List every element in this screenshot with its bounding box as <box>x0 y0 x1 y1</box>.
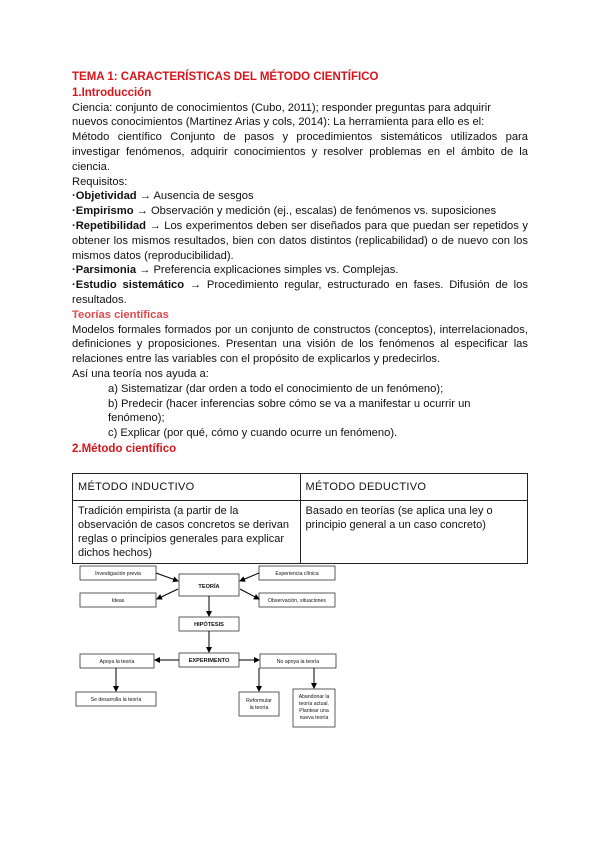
intro-paragraph-1: Ciencia: conjunto de conocimientos (Cubo, 2011); responder preguntas para adquirir nuevos conocimientos (Martinez Arias y cols, 2014): La herramienta para ello es el: <box>72 101 491 129</box>
label-no-apoya: No apoya la teoría <box>276 659 320 665</box>
methods-table <box>72 473 528 564</box>
label-abandonar: Abandonar la <box>298 694 330 700</box>
document-page <box>72 70 528 564</box>
requisito-item: ·Objetividad → Ausencia de sesgos <box>72 190 254 203</box>
label-desarrolla: Se desarrolla la teoría <box>90 697 142 703</box>
label-abandonar: teoría actual. <box>299 701 329 707</box>
requisito-item: ·Parsimonia → Preferencia explicaciones simples vs. Complejas. <box>72 264 399 277</box>
label-experiencia: Experiencia clínica <box>275 571 319 577</box>
table-cell-inductivo: Tradición empirista (a partir de la observación de casos concretos se derivan reglas o principios generales para explicar dichos hechos) <box>73 500 301 563</box>
label-teoria: TEORÍA <box>198 584 220 590</box>
ayuda-item: b) Predecir (hacer inferencias sobre cómo se va a manifestar u ocurrir un fenómeno); <box>108 397 471 425</box>
label-abandonar: Plantear una <box>299 708 329 714</box>
label-reformular: la teoría <box>249 705 269 711</box>
table-cell-deductivo: Basado en teorías (se aplica una ley o principio general a un caso concreto) <box>300 500 528 563</box>
requisito-item: ·Estudio sistemático → Procedimiento regular, estructurado en fases. Difusión de los resultados. <box>72 279 528 306</box>
requisitos-label: Requisitos: <box>72 175 128 188</box>
ayuda-item: a) Sistematizar (dar orden a todo el conocimiento de un fenómeno); <box>108 382 444 395</box>
subheading-teorias: Teorías científicas <box>72 308 169 321</box>
table-header-deductivo: MÉTODO DEDUCTIVO <box>300 473 528 500</box>
requisito-item: ·Empirismo → Observación y medición (ej., escalas) de fenómenos vs. suposiciones <box>72 205 497 218</box>
label-observacion: Observación, situaciones <box>268 598 326 604</box>
table-header-inductivo: MÉTODO INDUCTIVO <box>73 473 301 500</box>
box-reformular <box>239 692 279 716</box>
scientific-method-diagram <box>72 556 352 732</box>
label-hipotesis: HIPÓTESIS <box>194 622 224 628</box>
page-title: TEMA 1: CARACTERÍSTICAS DEL MÉTODO CIENTÍFICO <box>72 71 379 83</box>
requisito-item: ·Repetibilidad → Los experimentos deben ser diseñados para que puedan ser repetidos y obtener los mismos resultados, bien con datos distintos (replicabilidad) o de nuevo con los mismos datos (reproducibilidad). <box>72 219 528 262</box>
label-experimento: EXPERIMENTO <box>188 658 230 664</box>
ayuda-item: c) Explicar (por qué, cómo y cuando ocurre un fenómeno). <box>108 427 398 440</box>
label-ideas: Ideas <box>111 598 125 604</box>
teoria-ayuda-label: Así una teoría nos ayuda a: <box>72 367 209 380</box>
section-heading-introduccion: 1.Introducción <box>72 86 152 99</box>
section-heading-metodo: 2.Método científico <box>72 442 177 455</box>
label-investigacion: Investigación previa <box>95 571 141 577</box>
label-abandonar: nueva teoría <box>299 715 329 721</box>
label-apoya: Apoya la teoría <box>99 659 135 665</box>
teorias-paragraph: Modelos formales formados por un conjunto de constructos (conceptos), interrelacionados, definiciones y proposiciones. Presentan una visión de los fenómenos al especificar las relaciones entre las variables con el propósito de explicarlos y predecirlos. <box>72 323 528 366</box>
intro-paragraph-2: Método científico Conjunto de pasos y procedimientos sistemáticos utilizados para investigar fenómenos, adquirir conocimientos y resolver problemas en el ámbito de la ciencia. <box>72 131 528 173</box>
label-reformular: Reformular <box>246 698 272 704</box>
